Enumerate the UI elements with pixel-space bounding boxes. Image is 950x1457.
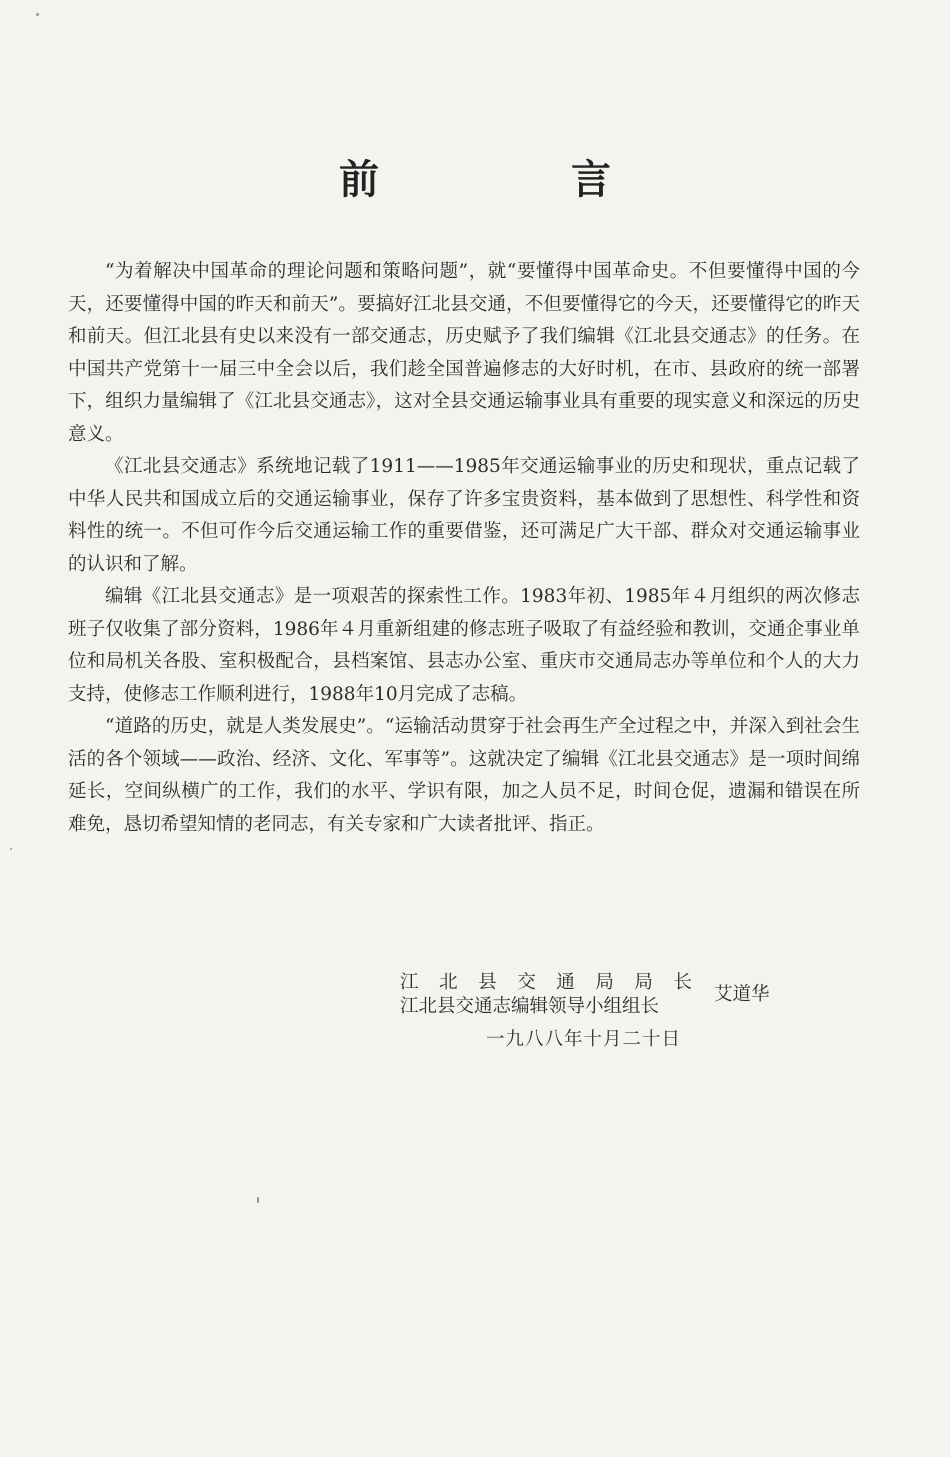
signature-date: 一九八八年十月二十日 [486,1029,682,1050]
paragraph-2: 《江北县交通志》系统地记载了1911——1985年交通运输事业的历史和现状，重点记载了中华人民共和国成立后的交通运输事业，保存了许多宝贵资料，基本做到了思想性、科学性和资料性的统一。不但可作今后交通运输工作的重要借鉴，还可满足广大干部、群众对交通运输事业的认识和了解。 [68,456,860,575]
signature-title-line1: 江北县交通局局长 [400,972,692,993]
paragraph-1: “为着解决中国革命的理论问题和策略问题”，就“要懂得中国革命史。不但要懂得中国的今天，还要懂得中国的昨天和前天”。要搞好江北县交通，不但要懂得它的今天，还要懂得它的昨天和前天。但江北县有史以来没有一部交通志，历史赋予了我们编辑《江北县交通志》的任务。在中国共产党第十一届三中全会以后，我们趁全国普遍修志的大好时机，在市、县政府的统一部署下，组织力量编辑了《江北县交通志》，这对全县交通运输事业具有重要的现实意义和深远的历史意义。 [68,261,860,445]
signature-title-line2: 江北县交通志编辑领导小组组长 [400,996,660,1017]
scan-speck [36,13,39,16]
signature-name: 艾道华 [714,984,770,1005]
scan-speck [10,848,12,850]
scan-speck [257,1197,259,1203]
paragraph-4: “道路的历史，就是人类发展史”。“运输活动贯穿于社会再生产全过程之中，并深入到社会生活的各个领域——政治、经济、文化、军事等”。这就决定了编辑《江北县交通志》是一项时间绵延长，空间纵横广的工作，我们的水平、学识有限，加之人员不足，时间仓促，遗漏和错误在所难免，恳切希望知情的老同志，有关专家和广大读者批评、指正。 [68,716,860,835]
page-title: 前 言 [339,156,687,203]
paragraph-3: 编辑《江北县交通志》是一项艰苦的探索性工作。1983年初、1985年４月组织的两次修志班子仅收集了部分资料，1986年４月重新组建的修志班子吸取了有益经验和教训，交通企事业单位和局机关各股、室积极配合，县档案馆、县志办公室、重庆市交通局志办等单位和个人的大力支持，使修志工作顺利进行，1988年10月完成了志稿。 [68,586,860,705]
